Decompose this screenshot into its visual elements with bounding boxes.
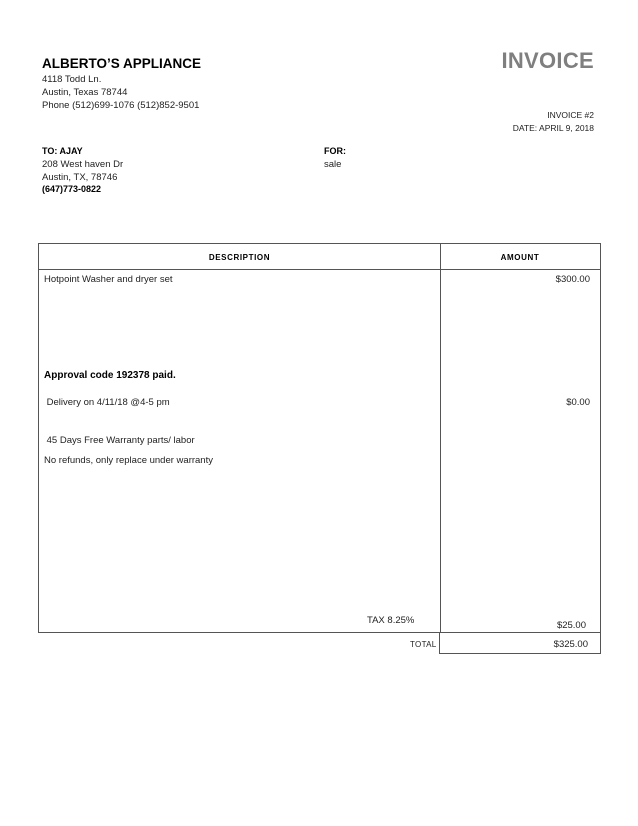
warranty-note: 45 Days Free Warranty parts/ labor: [44, 435, 195, 446]
line-item-description: Hotpoint Washer and dryer set: [44, 274, 173, 285]
delivery-amount: $0.00: [566, 397, 590, 408]
company-name: ALBERTO’S APPLIANCE: [42, 56, 202, 71]
items-table: [38, 243, 601, 633]
description-header: DESCRIPTION: [208, 253, 271, 262]
approval-note: Approval code 192378 paid.: [44, 370, 176, 381]
amount-header: AMOUNT: [500, 253, 540, 262]
bill-to-line1: 208 West haven Dr: [42, 159, 124, 170]
delivery-note: Delivery on 4/11/18 @4-5 pm: [44, 397, 170, 408]
bill-to-label: TO: AJAY: [42, 146, 83, 156]
invoice-number: INVOICE #2: [547, 110, 594, 120]
line-item-amount: $300.00: [555, 274, 590, 285]
company-address-line2: Austin, Texas 78744: [42, 87, 128, 98]
column-divider: [440, 244, 441, 632]
invoice-title: INVOICE: [501, 48, 594, 73]
table-header-row: [39, 244, 600, 270]
tax-amount: $25.00: [556, 620, 586, 631]
tax-label: TAX 8.25%: [367, 615, 415, 626]
total-box: [439, 633, 601, 654]
refund-note: No refunds, only replace under warranty: [44, 455, 213, 466]
bill-to-phone: (647)773-0822: [42, 184, 102, 194]
company-phone: Phone (512)699-1076 (512)852-9501: [42, 100, 200, 111]
company-address-line1: 4118 Todd Ln.: [42, 74, 102, 85]
total-label: TOTAL: [410, 640, 437, 649]
total-amount: $325.00: [553, 639, 588, 650]
for-label: FOR:: [324, 146, 346, 156]
for-value: sale: [324, 159, 342, 170]
bill-to-line2: Austin, TX, 78746: [42, 172, 118, 183]
invoice-date: DATE: APRIL 9, 2018: [512, 123, 594, 133]
